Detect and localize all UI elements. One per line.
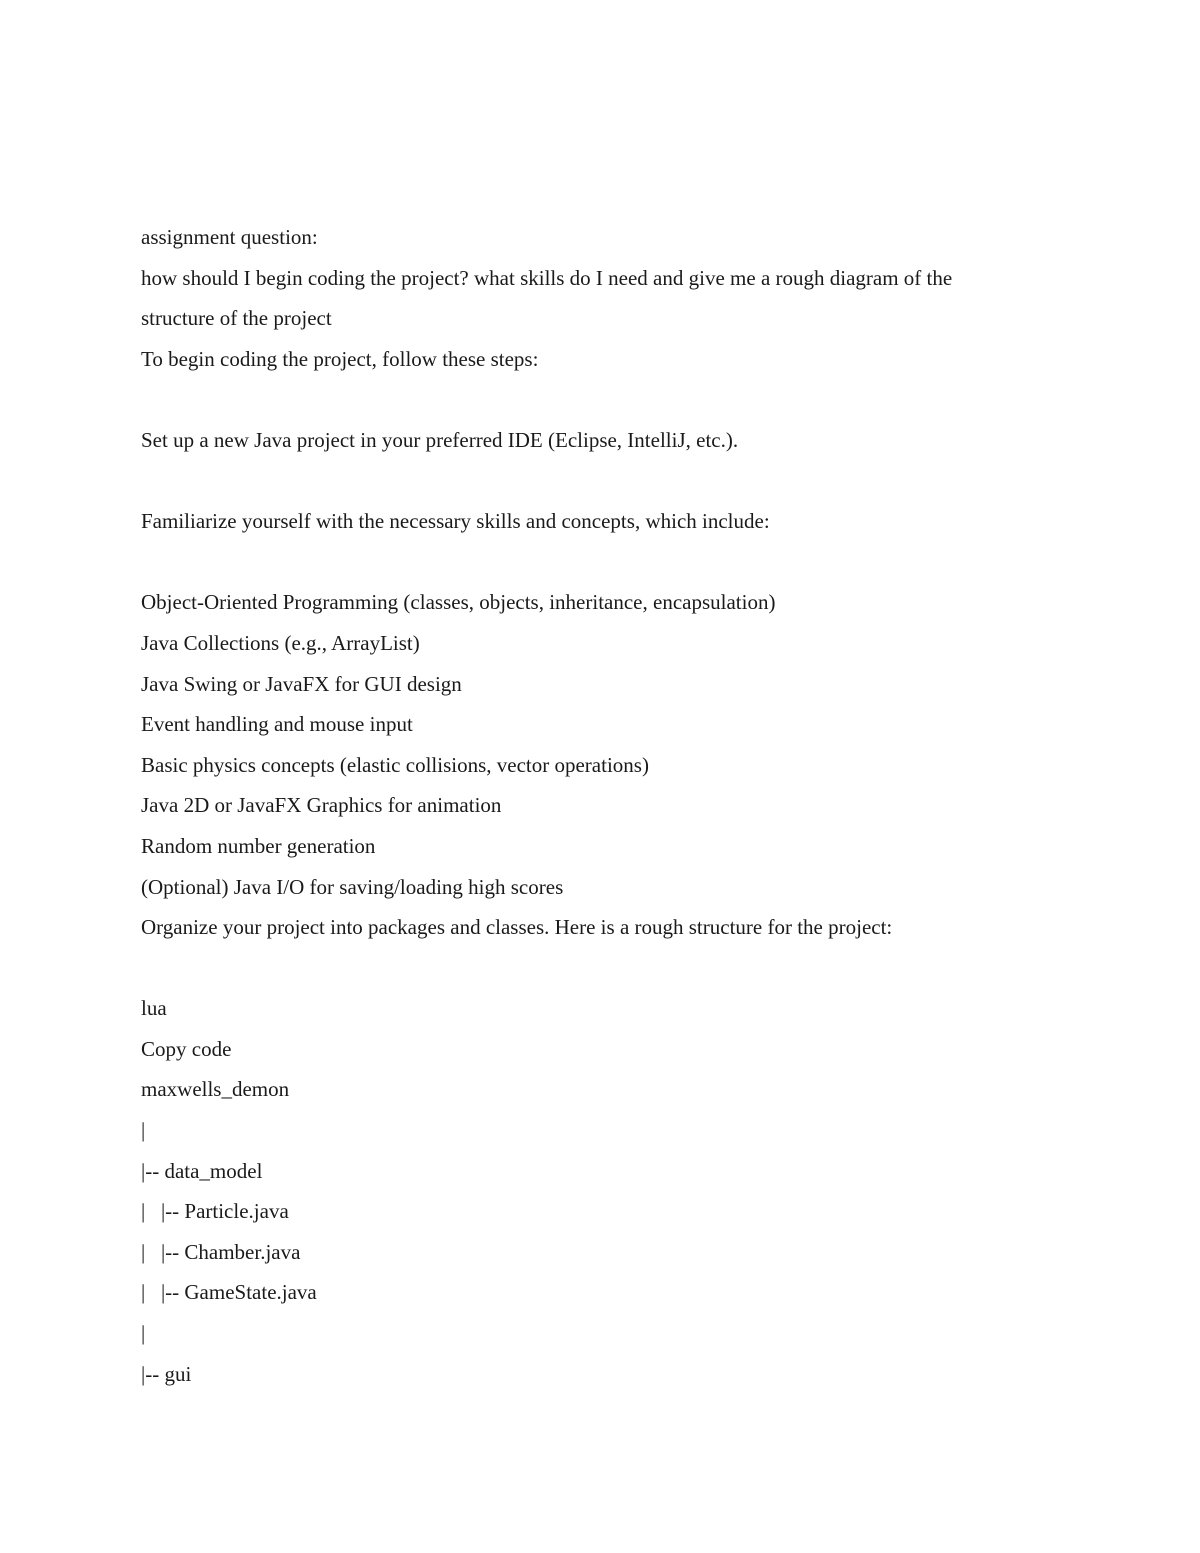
skill-item: Random number generation <box>141 833 376 858</box>
tree-line: | <box>141 1118 146 1143</box>
code-language-label: lua <box>141 996 167 1021</box>
tree-line: |-- gui <box>141 1361 192 1386</box>
question-line-1: how should I begin coding the project? what skills do I need and give me a rough diagram of the <box>141 265 953 290</box>
tree-line: | |-- Particle.java <box>141 1199 289 1224</box>
blank-line <box>141 461 1071 502</box>
intro-text: To begin coding the project, follow these steps: <box>141 346 539 371</box>
copy-code-label: Copy code <box>141 1036 232 1061</box>
tree-line: maxwells_demon <box>141 1077 290 1102</box>
document-body <box>141 217 1071 1394</box>
step-organize: Organize your project into packages and classes. Here is a rough structure for the project: <box>141 915 893 940</box>
step-setup: Set up a new Java project in your preferred IDE (Eclipse, IntelliJ, etc.). <box>141 427 739 452</box>
assignment-heading: assignment question: <box>141 225 318 249</box>
tree-line: | <box>141 1321 146 1346</box>
skill-item: Java Swing or JavaFX for GUI design <box>141 671 462 696</box>
skill-item: (Optional) Java I/O for saving/loading high scores <box>141 874 564 899</box>
skill-item: Java Collections (e.g., ArrayList) <box>141 630 420 655</box>
skill-item: Event handling and mouse input <box>141 712 413 737</box>
question-line-2: structure of the project <box>141 306 332 331</box>
skill-item: Basic physics concepts (elastic collisions, vector operations) <box>141 752 649 777</box>
tree-line: |-- data_model <box>141 1158 263 1183</box>
blank-line <box>141 948 1071 989</box>
blank-line <box>141 379 1071 420</box>
blank-line <box>141 542 1071 583</box>
step-familiarize: Familiarize yourself with the necessary skills and concepts, which include: <box>141 509 770 534</box>
skill-item: Java 2D or JavaFX Graphics for animation <box>141 793 502 818</box>
skill-item: Object-Oriented Programming (classes, objects, inheritance, encapsulation) <box>141 590 776 615</box>
tree-line: | |-- GameState.java <box>141 1280 317 1305</box>
tree-line: | |-- Chamber.java <box>141 1239 301 1264</box>
